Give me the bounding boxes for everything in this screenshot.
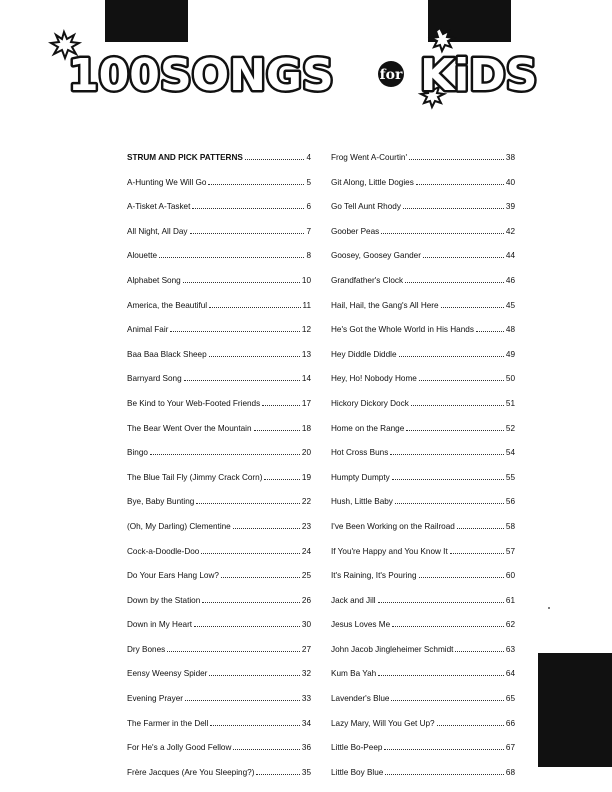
toc-leader-dots [209, 349, 300, 357]
toc-entry-page: 42 [505, 226, 515, 236]
toc-entry-page: 45 [505, 300, 515, 310]
toc-entry-page: 25 [301, 571, 311, 581]
toc-entry-page: 7 [306, 226, 311, 236]
toc-entry [331, 767, 515, 792]
toc-entry [331, 570, 515, 595]
toc-entry-title: Down by the Station [127, 595, 201, 605]
toc-entry-title: Goosey, Goosey Gander [331, 251, 421, 261]
starburst-top-right-icon [431, 28, 454, 51]
toc-leader-dots [378, 668, 504, 676]
toc-leader-dots [457, 521, 504, 529]
toc-entry-title: Lazy Mary, Will You Get Up? [331, 718, 435, 728]
toc-entry-title: Jesus Loves Me [331, 620, 391, 630]
toc-right-column [331, 152, 515, 791]
toc-entry [331, 472, 515, 497]
toc-entry-page: 51 [505, 398, 515, 408]
toc-leader-dots [405, 275, 504, 283]
toc-leader-dots [233, 742, 299, 750]
toc-entry [331, 275, 515, 300]
toc-leader-dots [378, 595, 504, 603]
toc-entry-title: It's Raining, It's Pouring [331, 571, 417, 581]
toc-entry [127, 496, 311, 521]
toc-leader-dots [170, 324, 299, 332]
toc-entry-page: 46 [505, 275, 515, 285]
toc-entry-title: Frog Went A-Courtin' [331, 153, 408, 162]
toc-entry-title: Eensy Weensy Spider [127, 669, 208, 679]
toc-leader-dots [210, 718, 299, 726]
toc-entry-title: Git Along, Little Dogies [331, 177, 414, 187]
toc-leader-dots [437, 718, 504, 726]
toc-entry [331, 152, 515, 177]
toc-leader-dots [209, 668, 299, 676]
page-edge-tab [538, 653, 612, 767]
toc-entry-title: Lavender's Blue [331, 694, 390, 704]
toc-entry [331, 177, 515, 202]
toc-entry-title: Frère Jacques (Are You Sleeping?) [127, 767, 255, 777]
toc-entry-title: The Farmer in the Dell [127, 718, 209, 728]
toc-leader-dots [209, 300, 300, 308]
toc-leader-dots [183, 275, 300, 283]
toc-entry-title: Bye, Baby Bunting [127, 497, 195, 507]
toc-entry-page: 11 [302, 300, 311, 310]
toc-entry-page: 34 [301, 718, 311, 728]
toc-entry [127, 472, 311, 497]
toc-leader-dots [399, 349, 504, 357]
toc-entry [127, 398, 311, 423]
toc-entry-title: Animal Fair [127, 325, 169, 335]
toc-entry-page: 13 [301, 349, 311, 359]
toc-leader-dots [262, 398, 300, 406]
toc-leader-dots [254, 423, 300, 431]
toc-entry [127, 546, 311, 571]
toc-leader-dots [208, 177, 304, 185]
toc-entry-title: Hail, Hail, the Gang's All Here [331, 300, 439, 310]
toc-leader-dots [194, 619, 300, 627]
toc-leader-dots [411, 398, 504, 406]
toc-leader-dots [264, 472, 299, 480]
toc-entry-page: 12 [301, 325, 311, 335]
toc-entry-page: 52 [505, 423, 515, 433]
toc-entry [331, 619, 515, 644]
toc-entry [331, 693, 515, 718]
toc-entry [127, 226, 311, 251]
toc-leader-dots [385, 767, 504, 775]
toc-entry-page: 55 [505, 472, 515, 482]
toc-entry [331, 423, 515, 448]
toc-leader-dots [423, 250, 504, 258]
toc-entry-title: The Blue Tail Fly (Jimmy Crack Corn) [127, 472, 263, 482]
toc-leader-dots [192, 201, 304, 209]
toc-entry [127, 275, 311, 300]
toc-entry-page: 63 [505, 644, 515, 654]
toc-entry-title: Little Bo-Peep [331, 743, 383, 753]
toc-leader-dots [256, 767, 299, 775]
toc-entry [127, 300, 311, 325]
toc-entry [127, 718, 311, 743]
toc-entry [127, 201, 311, 226]
toc-entry-page: 38 [505, 153, 515, 162]
toc-entry [331, 447, 515, 472]
toc-entry [127, 521, 311, 546]
toc-entry-page: 8 [306, 251, 311, 261]
toc-entry-page: 32 [301, 669, 311, 679]
toc-entry-title: Go Tell Aunt Rhody [331, 202, 401, 212]
toc-entry-page: 6 [306, 202, 311, 212]
toc-leader-dots [221, 570, 300, 578]
toc-leader-dots [476, 324, 504, 332]
toc-leader-dots [167, 644, 300, 652]
toc-left-column [127, 152, 311, 791]
toc-leader-dots [185, 693, 300, 701]
title-banner [48, 28, 598, 120]
toc-leader-dots [202, 595, 300, 603]
toc-leader-dots [384, 742, 503, 750]
toc-entry-page: 5 [306, 177, 311, 187]
toc-leader-dots [196, 496, 300, 504]
toc-entry [331, 496, 515, 521]
toc-entry-title: Hot Cross Buns [331, 448, 389, 458]
toc-entry [127, 668, 311, 693]
toc-entry [127, 570, 311, 595]
toc-entry-title: A-Hunting We Will Go [127, 177, 207, 187]
toc-entry-title: STRUM AND PICK PATTERNS [127, 153, 243, 162]
toc-entry [127, 767, 311, 792]
toc-entry [127, 324, 311, 349]
toc-entry-page: 26 [301, 595, 311, 605]
banner-kids: KiDS [420, 50, 538, 101]
toc-entry [127, 693, 311, 718]
toc-leader-dots [390, 447, 504, 455]
toc-entry-page: 10 [301, 275, 311, 285]
toc-entry-title: Dry Bones [127, 644, 166, 654]
toc-entry [331, 644, 515, 669]
toc-entry-page: 49 [505, 349, 515, 359]
toc-entry-page: 67 [505, 743, 515, 753]
toc-entry [127, 349, 311, 374]
toc-entry-page: 57 [505, 546, 515, 556]
toc-entry-page: 58 [505, 521, 515, 531]
banner-for: for [379, 67, 403, 83]
toc-entry-title: Jack and Jill [331, 595, 376, 605]
toc-entry-title: Alphabet Song [127, 275, 181, 285]
toc-entry [331, 250, 515, 275]
toc-entry-page: 24 [301, 546, 311, 556]
toc-entry-title: Little Boy Blue [331, 767, 384, 777]
toc-entry-title: Home on the Range [331, 423, 405, 433]
toc-entry-page: 17 [301, 398, 311, 408]
toc-entry [331, 668, 515, 693]
toc-entry [127, 619, 311, 644]
toc-leader-dots [201, 546, 300, 554]
toc-leader-dots [419, 373, 504, 381]
toc-entry-title: Hey, Ho! Nobody Home [331, 374, 417, 384]
toc-entry-title: All Night, All Day [127, 226, 188, 236]
toc-entry [127, 644, 311, 669]
toc-entry-title: Evening Prayer [127, 694, 183, 704]
toc-entry-title: John Jacob Jingleheimer Schmidt [331, 644, 454, 654]
toc-entry-page: 22 [301, 497, 311, 507]
toc-entry [331, 742, 515, 767]
toc-entry-title: Be Kind to Your Web-Footed Friends [127, 398, 261, 408]
toc-entry [127, 423, 311, 448]
toc-leader-dots [392, 472, 504, 480]
toc-leader-dots [419, 570, 504, 578]
toc-entry [331, 398, 515, 423]
toc-entry [331, 226, 515, 251]
toc-leader-dots [184, 373, 300, 381]
toc-entry-page: 27 [301, 644, 311, 654]
toc-entry-title: If You're Happy and You Know It [331, 546, 448, 556]
toc-entry [331, 349, 515, 374]
toc-entry [127, 250, 311, 275]
toc-entry-page: 65 [505, 694, 515, 704]
toc-entry [127, 152, 311, 177]
toc-leader-dots [441, 300, 504, 308]
speck [548, 607, 550, 609]
toc-entry-page: 61 [505, 595, 515, 605]
toc-entry [331, 595, 515, 620]
toc-leader-dots [409, 152, 504, 160]
toc-entry [331, 373, 515, 398]
toc-entry-title: Baa Baa Black Sheep [127, 349, 207, 359]
toc-entry-title: Goober Peas [331, 226, 380, 236]
toc-leader-dots [381, 226, 504, 234]
toc-entry-page: 50 [505, 374, 515, 384]
toc-entry-page: 56 [505, 497, 515, 507]
toc-entry-title: A-Tisket A-Tasket [127, 202, 191, 212]
toc-leader-dots [245, 152, 305, 160]
toc-entry-title: Barnyard Song [127, 374, 182, 384]
toc-leader-dots [450, 546, 504, 554]
toc-entry-title: Cock-a-Doodle-Doo [127, 546, 200, 556]
toc-entry [127, 595, 311, 620]
toc-entry-title: America, the Beautiful [127, 300, 208, 310]
toc-entry-page: 39 [505, 202, 515, 212]
toc-leader-dots [159, 250, 304, 258]
toc-entry-page: 68 [505, 767, 515, 777]
toc-entry-page: 48 [505, 325, 515, 335]
toc-entry-title: Alouette [127, 251, 158, 261]
toc-entry [127, 447, 311, 472]
toc-entry-title: Down in My Heart [127, 620, 193, 630]
toc-entry-page: 20 [301, 448, 311, 458]
toc-entry [331, 718, 515, 743]
toc-leader-dots [150, 447, 300, 455]
toc-entry-title: The Bear Went Over the Mountain [127, 423, 252, 433]
toc-entry-page: 60 [505, 571, 515, 581]
toc-entry-title: Humpty Dumpty [331, 472, 390, 482]
toc-entry [331, 300, 515, 325]
toc-leader-dots [455, 644, 503, 652]
toc-entry [331, 324, 515, 349]
banner-number: 100 [68, 50, 160, 101]
toc-entry-page: 40 [505, 177, 515, 187]
toc-entry-page: 44 [505, 251, 515, 261]
toc-entry [331, 201, 515, 226]
toc-leader-dots [233, 521, 300, 529]
toc-leader-dots [406, 423, 504, 431]
toc-entry-page: 54 [505, 448, 515, 458]
toc-entry-page: 35 [301, 767, 311, 777]
toc-entry-title: Do Your Ears Hang Low? [127, 571, 219, 581]
toc-entry-page: 19 [301, 472, 311, 482]
toc-entry-title: Hey Diddle Diddle [331, 349, 397, 359]
toc-entry-page: 30 [301, 620, 311, 630]
toc-entry-title: For He's a Jolly Good Fellow [127, 743, 232, 753]
toc-leader-dots [416, 177, 504, 185]
toc-entry-title: Bingo [127, 448, 148, 458]
toc-entry-page: 33 [301, 694, 311, 704]
toc-entry [127, 373, 311, 398]
toc-entry-page: 14 [301, 374, 311, 384]
toc-leader-dots [190, 226, 305, 234]
toc-entry [127, 742, 311, 767]
banner-songs: SONGS [160, 50, 334, 101]
toc-entry-title: Grandfather's Clock [331, 275, 404, 285]
toc-leader-dots [392, 619, 504, 627]
toc-entry-title: Hickory Dickory Dock [331, 398, 409, 408]
toc-entry-title: He's Got the Whole World in His Hands [331, 325, 474, 335]
toc-entry [127, 177, 311, 202]
toc-entry-page: 62 [505, 620, 515, 630]
toc-leader-dots [395, 496, 504, 504]
toc-entry [331, 521, 515, 546]
toc-entry-title: (Oh, My Darling) Clementine [127, 521, 231, 531]
toc-entry-page: 4 [306, 153, 311, 162]
toc-entry-title: I've Been Working on the Railroad [331, 521, 455, 531]
toc-entry-page: 23 [301, 521, 311, 531]
toc-entry-page: 18 [301, 423, 311, 433]
toc-entry-page: 36 [301, 743, 311, 753]
toc-leader-dots [391, 693, 503, 701]
toc-entry-title: Hush, Little Baby [331, 497, 393, 507]
toc-entry-page: 66 [505, 718, 515, 728]
toc-entry [331, 546, 515, 571]
toc-entry-page: 64 [505, 669, 515, 679]
toc-leader-dots [403, 201, 504, 209]
toc-entry-title: Kum Ba Yah [331, 669, 377, 679]
